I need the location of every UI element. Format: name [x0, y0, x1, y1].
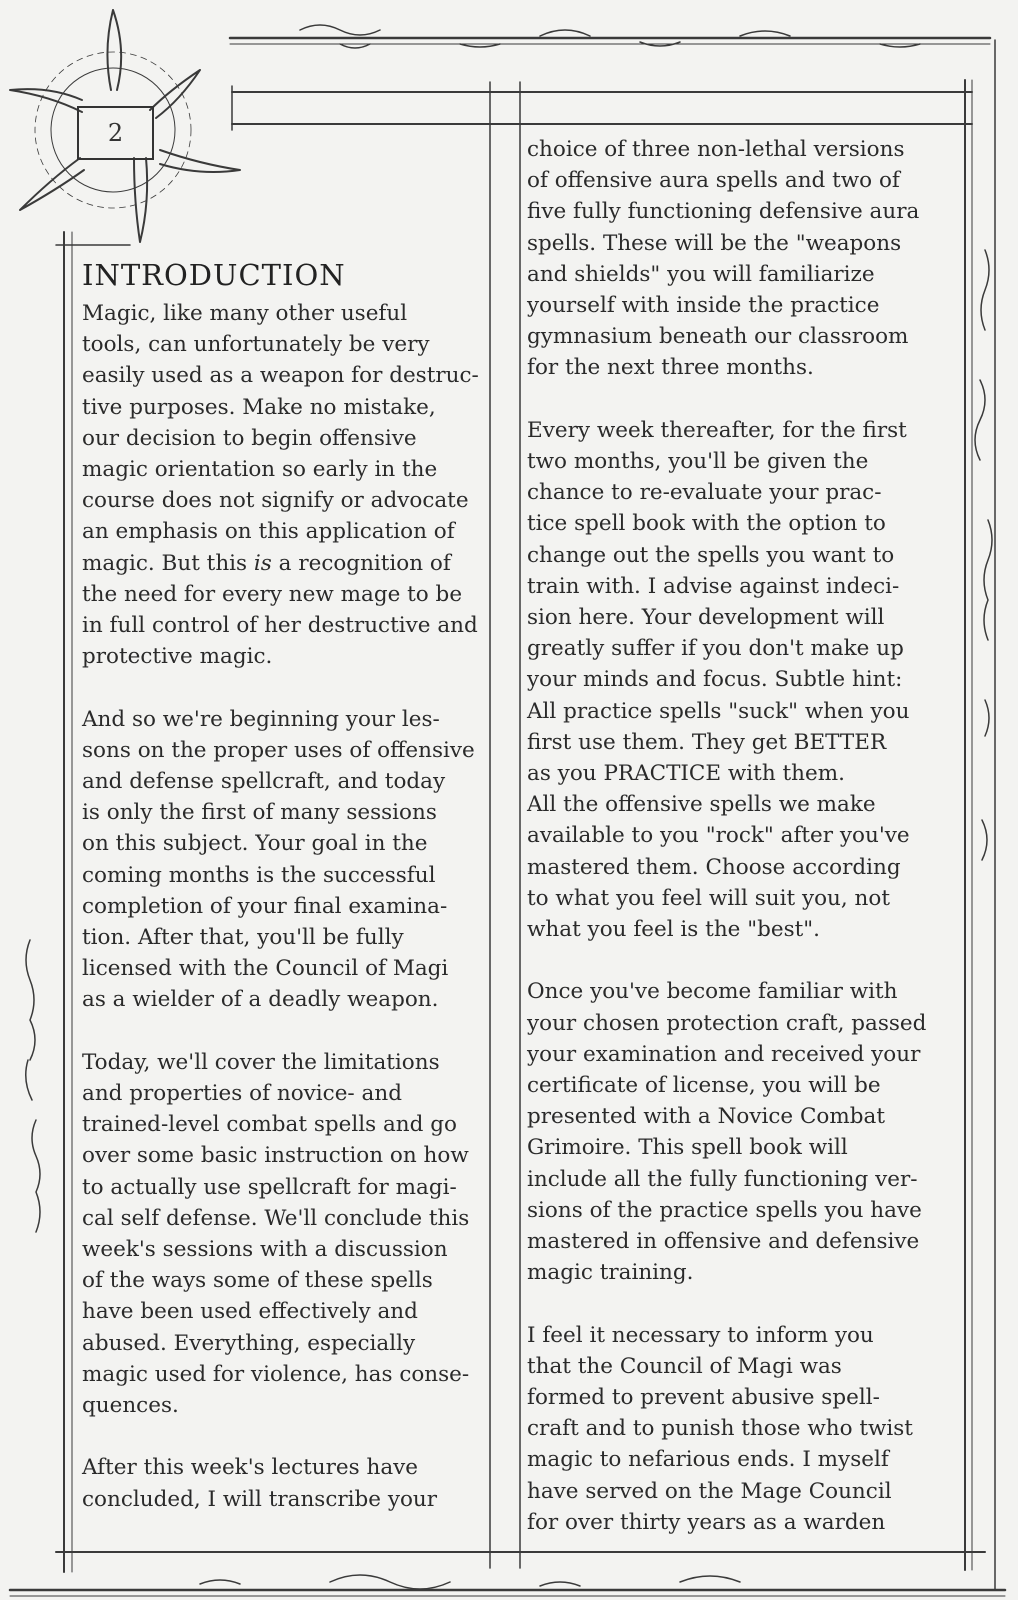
text-line: greatly suffer if you don't make up: [527, 636, 904, 662]
text-line: is only the first of many sessions: [82, 800, 437, 826]
text-fragment: a recognition of: [271, 550, 451, 576]
text-line: I feel it necessary to inform you: [527, 1322, 874, 1348]
left-column: [82, 298, 480, 1546]
text-line: and properties of novice- and: [82, 1081, 402, 1107]
text-line: course does not signify or advocate: [82, 488, 469, 514]
right-column: [527, 134, 927, 1569]
text-line: All the offensive spells we make: [527, 792, 876, 818]
text-line: Grimoire. This spell book will: [527, 1135, 848, 1161]
text-line: an emphasis on this application of: [82, 519, 455, 545]
text-line: change out the spells you want to: [527, 542, 895, 568]
text-line: magic orientation so early in the: [82, 457, 438, 483]
text-line: presented with a Novice Combat: [527, 1104, 885, 1130]
page-number: 2: [77, 106, 154, 160]
text-line: chance to re-evaluate your prac-: [527, 480, 882, 506]
text-line: protective magic.: [82, 644, 273, 670]
paragraph: [527, 1320, 922, 1538]
text-line: include all the fully functioning ver-: [527, 1166, 918, 1192]
paragraph: [82, 298, 480, 672]
text-line: tion. After that, you'll be fully: [82, 925, 404, 951]
text-line: concluded, I will transcribe your: [82, 1486, 438, 1512]
text-line: Magic, like many other useful: [82, 301, 408, 326]
text-line: After this week's lectures have: [82, 1455, 419, 1481]
text-line: Today, we'll cover the limitations: [82, 1049, 440, 1075]
text-line: of offensive aura spells and two of: [527, 168, 900, 194]
text-line: coming months is the successful: [82, 862, 436, 888]
text-line: magic used for violence, has conse-: [82, 1361, 470, 1387]
text-line: Once you've become familiar with: [527, 979, 898, 1005]
text-line: sons on the proper uses of offensive: [82, 737, 475, 763]
text-line: Every week thereafter, for the first: [527, 417, 907, 443]
paragraph: [527, 976, 927, 1288]
text-line: that the Council of Magi was: [527, 1353, 842, 1379]
text-line: craft and to punish those who twist: [527, 1416, 913, 1442]
text-line: licensed with the Council of Magi: [82, 956, 449, 982]
text-line: two months, you'll be given the: [527, 449, 869, 475]
text-fragment: magic. But this: [82, 550, 254, 576]
text-line: have served on the Mage Council: [527, 1478, 892, 1504]
text-line: to what you feel will suit you, not: [527, 885, 890, 911]
paragraph: [527, 134, 922, 384]
text-line: on this subject. Your goal in the: [82, 831, 428, 857]
text-line: as you PRACTICE with them.: [527, 761, 845, 787]
text-line: of the ways some of these spells: [82, 1268, 433, 1294]
text-line: spells. These will be the "weapons: [527, 230, 902, 256]
emphasis-text: is: [253, 550, 272, 576]
text-line: magic to nefarious ends. I myself: [527, 1447, 889, 1473]
text-line: for the next three months.: [527, 355, 814, 381]
text-line: yourself with inside the practice: [527, 293, 880, 319]
text-line: magic training.: [527, 1260, 694, 1286]
text-line: All practice spells "suck" when you: [527, 698, 910, 724]
text-line: five fully functioning defensive aura: [527, 199, 920, 225]
text-line: tive purposes. Make no mistake,: [82, 394, 436, 420]
text-line: our decision to begin offensive: [82, 425, 417, 451]
text-line: as a wielder of a deadly weapon.: [82, 987, 439, 1013]
paragraph: [82, 704, 480, 1016]
text-line: choice of three non-lethal versions: [527, 137, 905, 162]
text-line: to actually use spellcraft for magi-: [82, 1174, 457, 1200]
text-line: mastered in offensive and defensive: [527, 1229, 920, 1255]
text-line: the need for every new mage to be: [82, 581, 463, 607]
text-line: quences.: [82, 1393, 179, 1419]
section-heading: INTRODUCTION: [82, 258, 346, 292]
paragraph: [527, 415, 922, 945]
text-line: first use them. They get BETTER: [527, 729, 887, 755]
text-line: train with. I advise against indeci-: [527, 573, 900, 599]
text-line: your chosen protection craft, passed: [527, 1010, 927, 1036]
text-line: certificate of license, you will be: [527, 1073, 881, 1099]
text-line: your minds and focus. Subtle hint:: [527, 667, 903, 693]
paragraph: [82, 1047, 480, 1421]
text-line: and shields" you will familiarize: [527, 261, 875, 287]
text-line: easily used as a weapon for destruc-: [82, 363, 479, 389]
text-line: and defense spellcraft, and today: [82, 769, 446, 795]
text-line: over some basic instruction on how: [82, 1143, 469, 1169]
text-line: sions of the practice spells you have: [527, 1197, 922, 1223]
text-line: tice spell book with the option to: [527, 511, 886, 537]
text-line: cal self defense. We'll conclude this: [82, 1205, 470, 1231]
text-line: And so we're beginning your les-: [82, 706, 440, 732]
text-line: abused. Everything, especially: [82, 1330, 416, 1356]
text-line: gymnasium beneath our classroom: [527, 324, 909, 350]
text-line: week's sessions with a discussion: [82, 1237, 448, 1263]
text-line: trained-level combat spells and go: [82, 1112, 457, 1138]
text-line: in full control of her destructive and: [82, 613, 478, 639]
text-line: completion of your final examina-: [82, 893, 448, 919]
text-line: mastered them. Choose according: [527, 854, 901, 880]
paragraph: [82, 1452, 480, 1514]
text-line: what you feel is the "best".: [527, 917, 820, 943]
text-line: available to you "rock" after you've: [527, 823, 910, 849]
text-line: formed to prevent abusive spell-: [527, 1385, 880, 1411]
text-line: for over thirty years as a warden: [527, 1509, 886, 1535]
text-line: [82, 548, 480, 579]
text-line: your examination and received your: [527, 1041, 921, 1067]
text-line: sion here. Your development will: [527, 605, 885, 631]
text-line: tools, can unfortunately be very: [82, 332, 430, 358]
text-line: have been used effectively and: [82, 1299, 418, 1325]
